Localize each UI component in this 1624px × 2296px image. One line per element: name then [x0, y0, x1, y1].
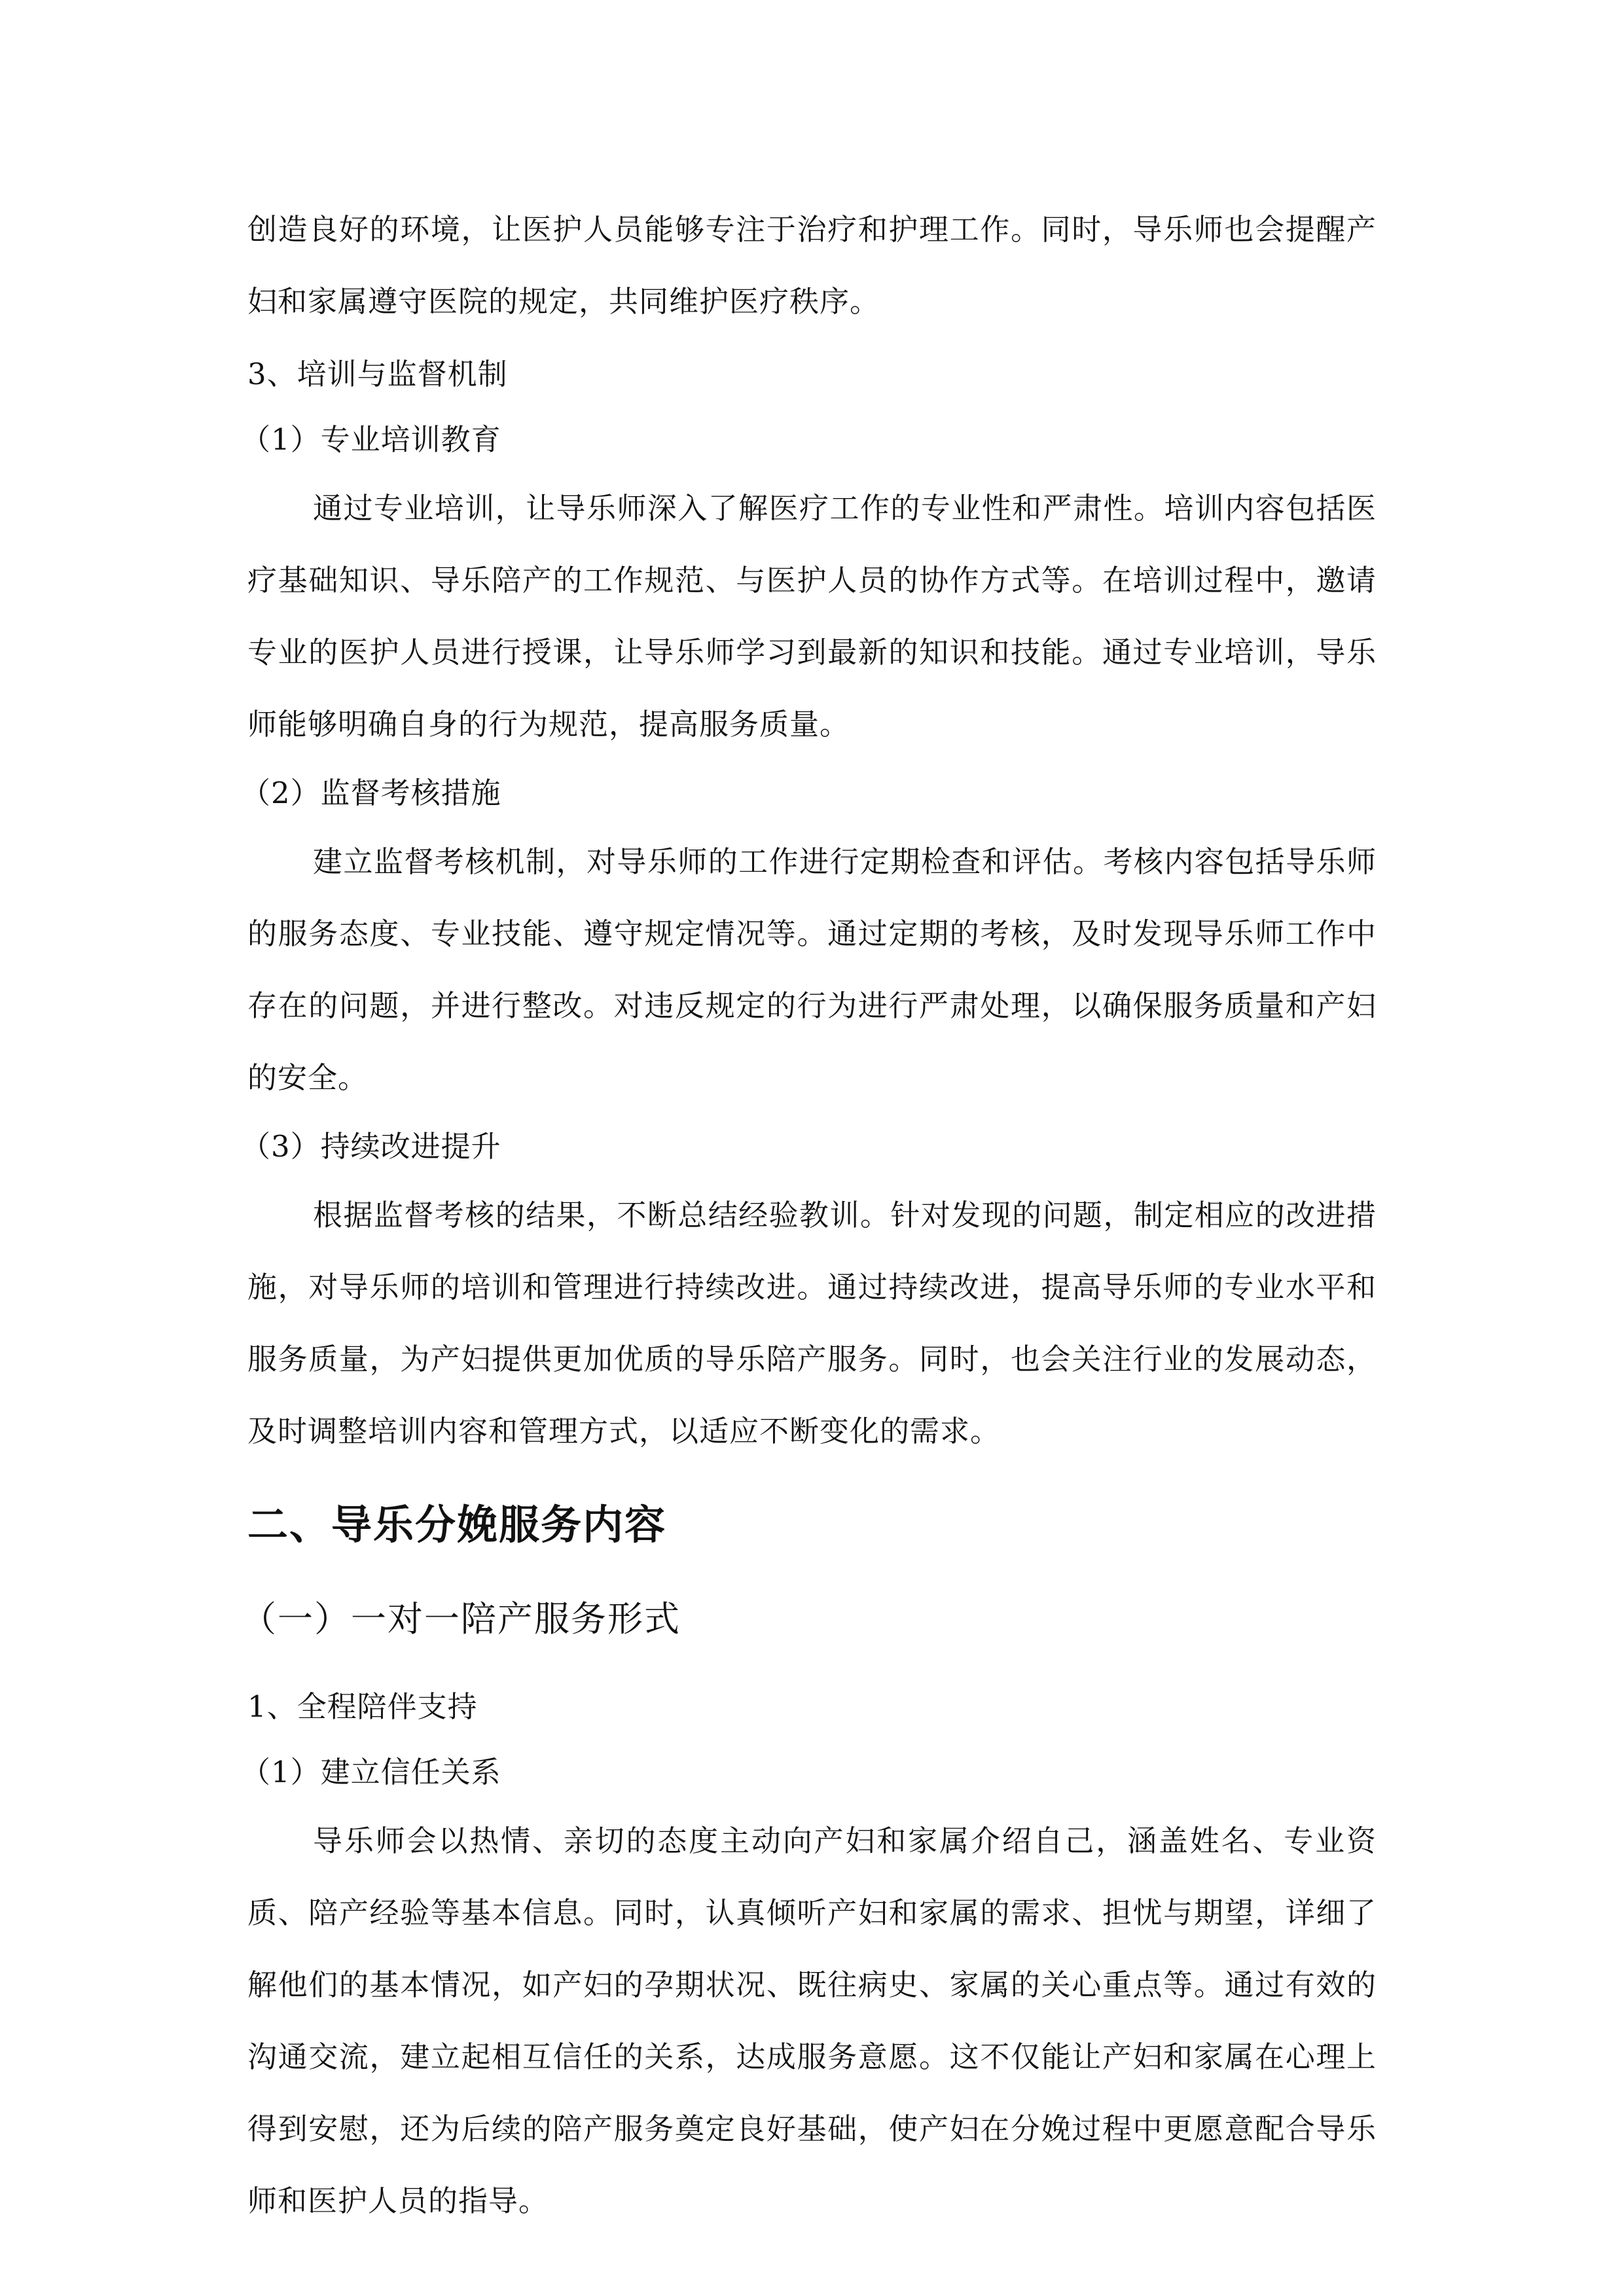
subheading-supervision: （2）监督考核措施: [241, 776, 501, 810]
item-heading-accompany: 1、全程陪伴支持: [247, 1689, 478, 1724]
section-heading-training: 3、培训与监督机制: [247, 357, 508, 391]
paragraph-supervision: 建立监督考核机制，对导乐师的工作进行定期检查和评估。考核内容包括导乐师的服务态度、专业技能、遵守规定情况等。通过定期的考核，及时发现导乐师工作中存在的问题，并进行整改。对违反规定的行为进行严肃处理，以确保服务质量和产妇的安全。: [247, 844, 1377, 1095]
paragraph-professional-training: 通过专业培训，让导乐师深入了解医疗工作的专业性和严肃性。培训内容包括医疗基础知识、导乐陪产的工作规范、与医护人员的协作方式等。在培训过程中，邀请专业的医护人员进行授课，让导乐师学习到最新的知识和技能。通过专业培训，导乐师能够明确自身的行为规范，提高服务质量。: [247, 491, 1377, 742]
chapter-title: 二、导乐分娩服务内容: [247, 1501, 667, 1549]
paragraph-trust: 导乐师会以热情、亲切的态度主动向产妇和家属介绍自己，涵盖姓名、专业资质、陪产经验等基本信息。同时，认真倾听产妇和家属的需求、担忧与期望，详细了解他们的基本情况，如产妇的孕期状况、既往病史、家属的关心重点等。通过有效的沟通交流，建立起相互信任的关系，达成服务意愿。这不仅能让产妇和家属在心理上得到安慰，还为后续的陪产服务奠定良好基础，使产妇在分娩过程中更愿意配合导乐师和医护人员的指导。: [247, 1823, 1377, 2218]
section-title: （一）一对一陪产服务形式: [241, 1598, 681, 1640]
page-content: [241, 194, 1377, 2237]
subheading-professional-training: （1）专业培训教育: [241, 422, 501, 457]
paragraph-continued: 创造良好的环境，让医护人员能够专注于治疗和护理工作。同时，导乐师也会提醒产妇和家属遵守医院的规定，共同维护医疗秩序。: [247, 212, 1377, 319]
subheading-continuous-improvement: （3）持续改进提升: [241, 1129, 501, 1164]
subheading-trust: （1）建立信任关系: [241, 1755, 501, 1789]
paragraph-continuous-improvement: 根据监督考核的结果，不断总结经验教训。针对发现的问题，制定相应的改进措施，对导乐师的培训和管理进行持续改进。通过持续改进，提高导乐师的专业水平和服务质量，为产妇提供更加优质的导乐陪产服务。同时，也会关注行业的发展动态，及时调整培训内容和管理方式，以适应不断变化的需求。: [247, 1198, 1377, 1448]
